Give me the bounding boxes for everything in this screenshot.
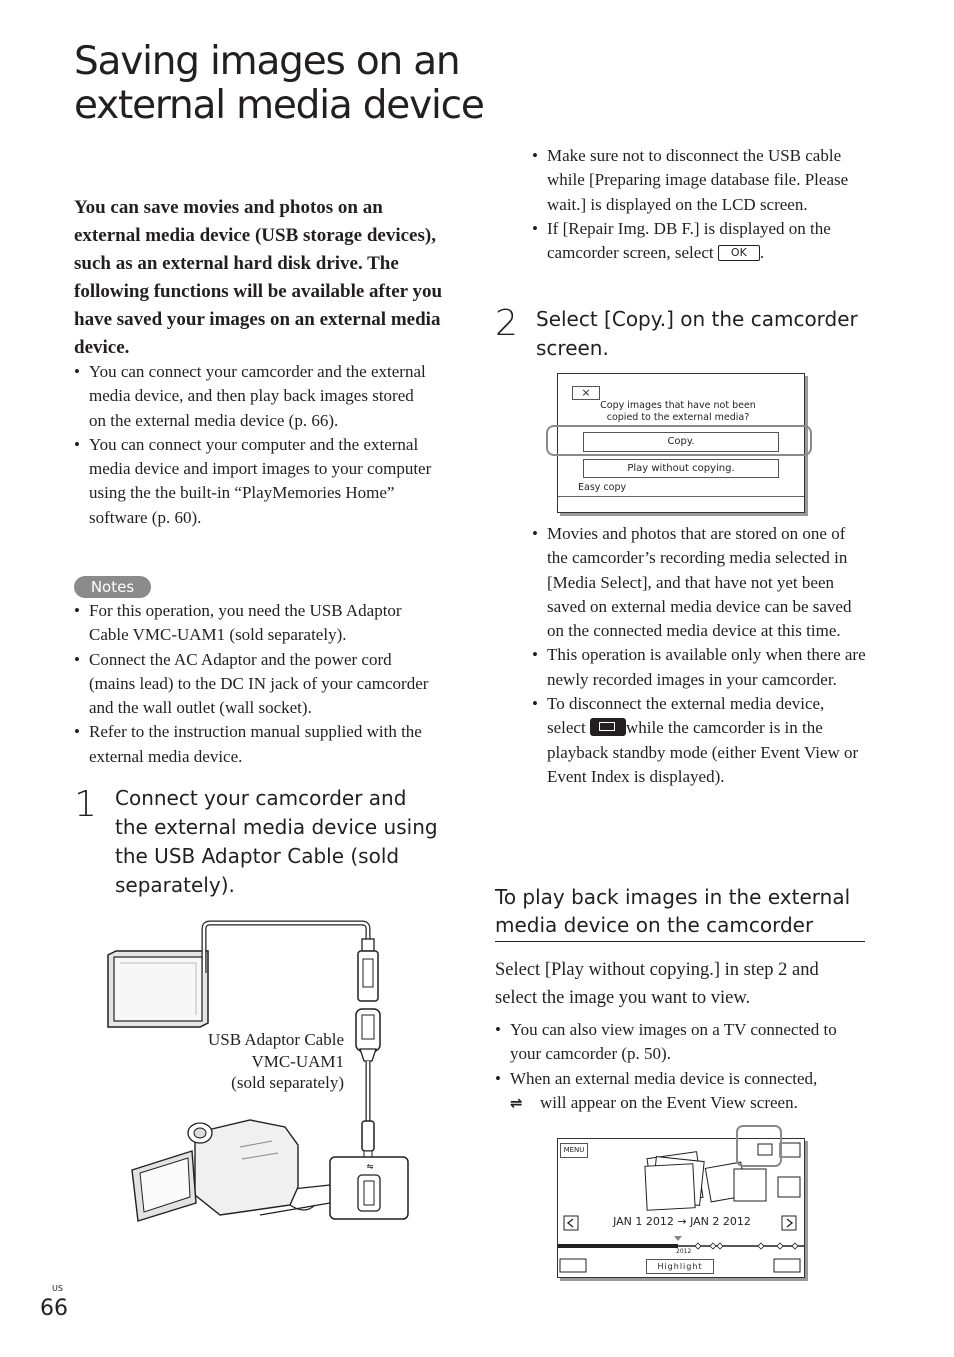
page-number: 66 (40, 1296, 68, 1321)
play-without-copying-button[interactable]: Play without copying. (583, 459, 779, 478)
dialog-divider (558, 496, 804, 497)
usb-caution-list (532, 144, 857, 265)
view-switch-icon (774, 1259, 800, 1272)
list-item: • If [Repair Img. DB F.] is displayed on the camcorder screen, select OK . (532, 217, 857, 266)
list-item: • You can also view images on a TV connected to your camcorder (p. 50). (495, 1018, 865, 1067)
easy-copy-label: Easy copy (578, 482, 627, 493)
list-item: • You can connect your computer and the external media device and import images to your computer using the the built-in “PlayMemories Home” software (p. 60). (74, 433, 434, 530)
prev-icon (564, 1216, 578, 1230)
return-icon (560, 1259, 586, 1272)
date-range: JAN 1 2012 → JAN 2 2012 (613, 1215, 751, 1228)
step-1-number: 1 (74, 784, 97, 825)
list-item: • Connect the AC Adaptor and the power cord (mains lead) to the DC IN jack of your camcorder and the wall outlet (wall socket). (74, 648, 439, 721)
notes-badge: Notes (74, 576, 151, 598)
list-item: • To disconnect the external media device, select while the camcorder is in the playback standby mode (either Event View or Event Index is displayed). (532, 692, 867, 789)
highlight-button[interactable]: Highlight (646, 1259, 714, 1274)
close-icon[interactable]: × (572, 386, 600, 400)
step-2-notes-list (532, 522, 867, 789)
external-drive-icon (108, 951, 208, 1027)
list-item: • Make sure not to disconnect the USB cable while [Preparing image database file. Please wait.] is displayed on the LCD screen. (532, 144, 857, 217)
playback-text: Select [Play without copying.] in step 2 and select the image you want to view. (495, 960, 819, 1008)
external-media-highlight-ring (736, 1125, 782, 1167)
list-item: • For this operation, you need the USB Adaptor Cable VMC-UAM1 (sold separately). (74, 599, 439, 648)
next-icon (782, 1216, 796, 1230)
usb-plug-icon (358, 939, 378, 1001)
step-2-number: 2 (495, 303, 518, 344)
copy-highlight-ring (546, 425, 812, 456)
switch-icon (780, 1143, 800, 1157)
menu-button[interactable]: MENU (560, 1143, 588, 1158)
return-icon (590, 718, 626, 736)
cable-label: USB Adaptor Cable VMC-UAM1 (sold separately) (208, 1030, 344, 1092)
page-title: Saving images on an external media device (74, 39, 484, 128)
external-media-icon: ⇌ (510, 1093, 523, 1112)
step-1-text: Connect your camcorder and the external media device using the USB Adaptor Cable (sold separately). (115, 786, 438, 897)
timeline-year: 2012 (676, 1248, 692, 1255)
list-item: • Movies and photos that are stored on one of the camcorder’s recording media selected in [Media Select], and that have not yet been saved on external media device can be saved on the connected media device at this time. (532, 522, 867, 643)
copy-button[interactable]: Copy. (583, 432, 779, 452)
camcorder-port-icon (330, 1157, 408, 1219)
playback-heading: To play back images in the external media device on the camcorder (495, 883, 865, 942)
list-item: • When an external media device is connected, ⇌ will appear on the Event View screen. (495, 1067, 865, 1116)
list-item: • This operation is available only when there are newly recorded images in your camcorder. (532, 643, 867, 692)
camcorder-icon (132, 1120, 315, 1221)
step-2-text: Select [Copy.] on the camcorder screen. (536, 307, 858, 360)
region-code: US (52, 1284, 63, 1293)
intro-bullet-list (74, 360, 434, 530)
dialog-message: Copy images that have not been copied to the external media? (600, 400, 756, 423)
list-item: • Refer to the instruction manual supplied with the external media device. (74, 720, 439, 769)
notes-list (74, 599, 439, 769)
playback-notes-list (495, 1018, 865, 1115)
svg-text:⇋: ⇋ (366, 1162, 374, 1171)
usb-adaptor-icon (356, 1009, 380, 1061)
intro-text: You can save movies and photos on an external media device (USB storage devices), such as an external hard disk drive. The following functions will be available after you have saved your images on an external media device. (74, 197, 443, 358)
ok-key-icon: OK (718, 245, 760, 261)
list-item: • You can connect your camcorder and the external media device, and then play back images stored on the external media device (p. 66). (74, 360, 434, 433)
